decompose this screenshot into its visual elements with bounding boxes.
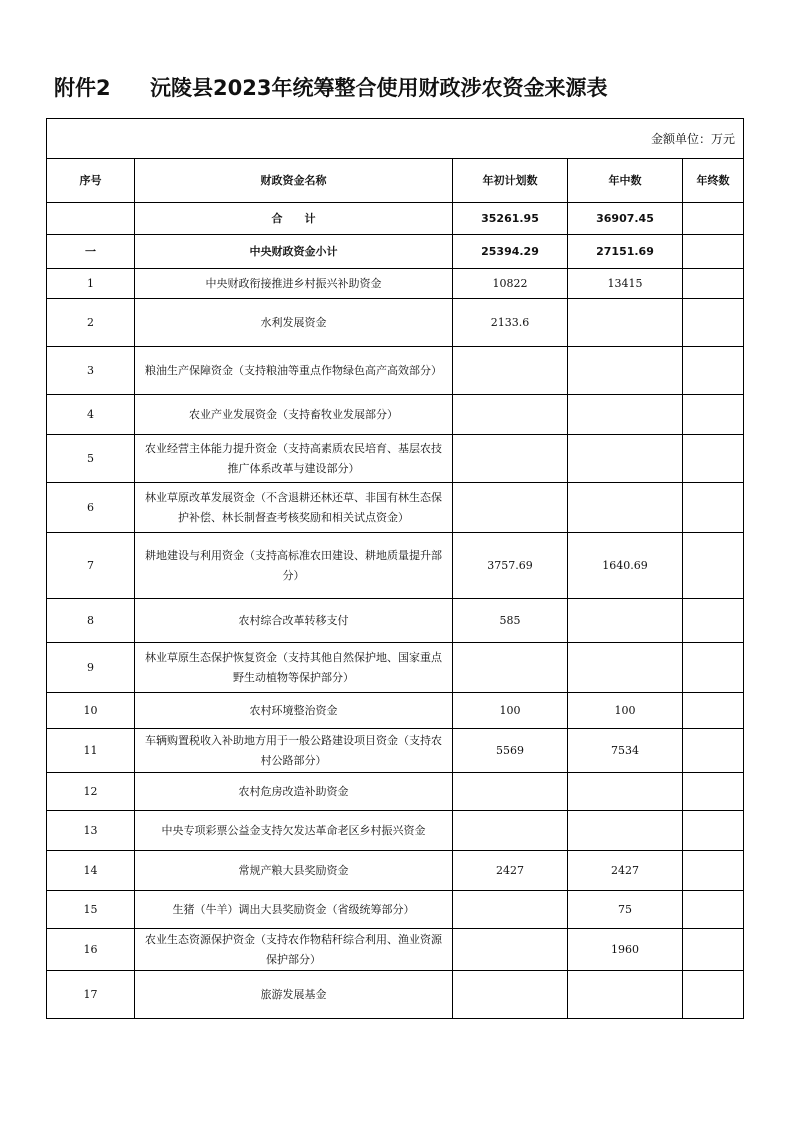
- row-number: 16: [47, 929, 135, 971]
- row-number: 11: [47, 729, 135, 773]
- final-value: [683, 891, 744, 929]
- plan-value: [453, 643, 568, 693]
- table-row: [47, 299, 744, 347]
- col-header-final: 年终数: [683, 159, 744, 203]
- final-value: [683, 729, 744, 773]
- col-header-plan: 年初计划数: [453, 159, 568, 203]
- row-number: 一: [47, 235, 135, 269]
- row-number: 8: [47, 599, 135, 643]
- fund-name: 农村环境整治资金: [135, 693, 453, 729]
- table-row: [47, 929, 744, 971]
- mid-value: [568, 435, 683, 483]
- row-number: 17: [47, 971, 135, 1019]
- mid-value: [568, 643, 683, 693]
- mid-value: 1640.69: [568, 533, 683, 599]
- table-row: [47, 533, 744, 599]
- plan-value: [453, 811, 568, 851]
- fund-name: 中央专项彩票公益金支持欠发达革命老区乡村振兴资金: [135, 811, 453, 851]
- fund-name: 车辆购置税收入补助地方用于一般公路建设项目资金（支持农村公路部分）: [135, 729, 453, 773]
- table-row: [47, 203, 744, 235]
- row-number: 6: [47, 483, 135, 533]
- fund-name: 中央财政衔接推进乡村振兴补助资金: [135, 269, 453, 299]
- header-row: [47, 159, 744, 203]
- final-value: [683, 971, 744, 1019]
- fund-name: 粮油生产保障资金（支持粮油等重点作物绿色高产高效部分）: [135, 347, 453, 395]
- row-number: 9: [47, 643, 135, 693]
- plan-value: [453, 347, 568, 395]
- table-row: [47, 693, 744, 729]
- final-value: [683, 203, 744, 235]
- final-value: [683, 643, 744, 693]
- fund-name: 农业生态资源保护资金（支持农作物秸秆综合利用、渔业资源保护部分）: [135, 929, 453, 971]
- final-value: [683, 693, 744, 729]
- row-number: 2: [47, 299, 135, 347]
- row-number: 7: [47, 533, 135, 599]
- plan-value: [453, 929, 568, 971]
- final-value: [683, 299, 744, 347]
- final-value: [683, 929, 744, 971]
- unit-note: 金额单位：万元: [47, 119, 744, 159]
- mid-value: 100: [568, 693, 683, 729]
- fund-name: 耕地建设与利用资金（支持高标准农田建设、耕地质量提升部分）: [135, 533, 453, 599]
- mid-value: 27151.69: [568, 235, 683, 269]
- table-row: [47, 891, 744, 929]
- mid-value: [568, 299, 683, 347]
- plan-value: 2133.6: [453, 299, 568, 347]
- fund-name: 中央财政资金小计: [135, 235, 453, 269]
- plan-value: 35261.95: [453, 203, 568, 235]
- plan-value: 5569: [453, 729, 568, 773]
- plan-value: [453, 773, 568, 811]
- unit-row: [47, 119, 744, 159]
- row-number: 12: [47, 773, 135, 811]
- final-value: [683, 235, 744, 269]
- row-number: 3: [47, 347, 135, 395]
- mid-value: 2427: [568, 851, 683, 891]
- plan-value: 25394.29: [453, 235, 568, 269]
- plan-value: [453, 435, 568, 483]
- table-row: [47, 269, 744, 299]
- fund-name: 农村危房改造补助资金: [135, 773, 453, 811]
- row-number: 13: [47, 811, 135, 851]
- fund-name: 林业草原生态保护恢复资金（支持其他自然保护地、国家重点野生动植物等保护部分）: [135, 643, 453, 693]
- final-value: [683, 435, 744, 483]
- mid-value: [568, 811, 683, 851]
- final-value: [683, 269, 744, 299]
- mid-value: 13415: [568, 269, 683, 299]
- final-value: [683, 533, 744, 599]
- mid-value: [568, 347, 683, 395]
- mid-value: 1960: [568, 929, 683, 971]
- table-row: [47, 851, 744, 891]
- mid-value: [568, 395, 683, 435]
- fund-name: 农业产业发展资金（支持畜牧业发展部分）: [135, 395, 453, 435]
- final-value: [683, 483, 744, 533]
- plan-value: [453, 971, 568, 1019]
- row-number: 10: [47, 693, 135, 729]
- fund-name: 农村综合改革转移支付: [135, 599, 453, 643]
- title-text: 沅陵县2023年统筹整合使用财政涉农资金来源表: [150, 76, 608, 100]
- row-number: 14: [47, 851, 135, 891]
- fund-name: 林业草原改革发展资金（不含退耕还林还草、非国有林生态保护补偿、林长制督查考核奖励和相关试点资金）: [135, 483, 453, 533]
- mid-value: [568, 971, 683, 1019]
- table-row: [47, 729, 744, 773]
- plan-value: 3757.69: [453, 533, 568, 599]
- table-row: [47, 395, 744, 435]
- final-value: [683, 773, 744, 811]
- mid-value: 7534: [568, 729, 683, 773]
- row-number: 5: [47, 435, 135, 483]
- plan-value: [453, 483, 568, 533]
- col-header-no: 序号: [47, 159, 135, 203]
- table-row: [47, 811, 744, 851]
- table-row: [47, 971, 744, 1019]
- table-row: [47, 599, 744, 643]
- mid-value: 75: [568, 891, 683, 929]
- mid-value: [568, 599, 683, 643]
- col-header-mid: 年中数: [568, 159, 683, 203]
- fund-name: 常规产粮大县奖励资金: [135, 851, 453, 891]
- mid-value: [568, 483, 683, 533]
- plan-value: 585: [453, 599, 568, 643]
- fund-name: 农业经营主体能力提升资金（支持高素质农民培育、基层农技推广体系改革与建设部分）: [135, 435, 453, 483]
- row-number: 4: [47, 395, 135, 435]
- table-row: [47, 347, 744, 395]
- mid-value: [568, 773, 683, 811]
- attachment-label: 附件2: [54, 76, 111, 100]
- plan-value: [453, 395, 568, 435]
- final-value: [683, 347, 744, 395]
- row-number: 15: [47, 891, 135, 929]
- plan-value: 100: [453, 693, 568, 729]
- table-row: [47, 643, 744, 693]
- table-row: [47, 483, 744, 533]
- table-row: [47, 435, 744, 483]
- plan-value: [453, 891, 568, 929]
- fund-name: 合 计: [135, 203, 453, 235]
- fund-name: 生猪（牛羊）调出大县奖励资金（省级统筹部分）: [135, 891, 453, 929]
- final-value: [683, 851, 744, 891]
- final-value: [683, 811, 744, 851]
- final-value: [683, 599, 744, 643]
- table-row: [47, 235, 744, 269]
- plan-value: 10822: [453, 269, 568, 299]
- row-number: 1: [47, 269, 135, 299]
- table-row: [47, 773, 744, 811]
- col-header-name: 财政资金名称: [135, 159, 453, 203]
- plan-value: 2427: [453, 851, 568, 891]
- mid-value: 36907.45: [568, 203, 683, 235]
- fund-name: 水利发展资金: [135, 299, 453, 347]
- row-number: [47, 203, 135, 235]
- funding-source-table: [46, 118, 744, 1019]
- document-title: [54, 72, 754, 106]
- fund-name: 旅游发展基金: [135, 971, 453, 1019]
- final-value: [683, 395, 744, 435]
